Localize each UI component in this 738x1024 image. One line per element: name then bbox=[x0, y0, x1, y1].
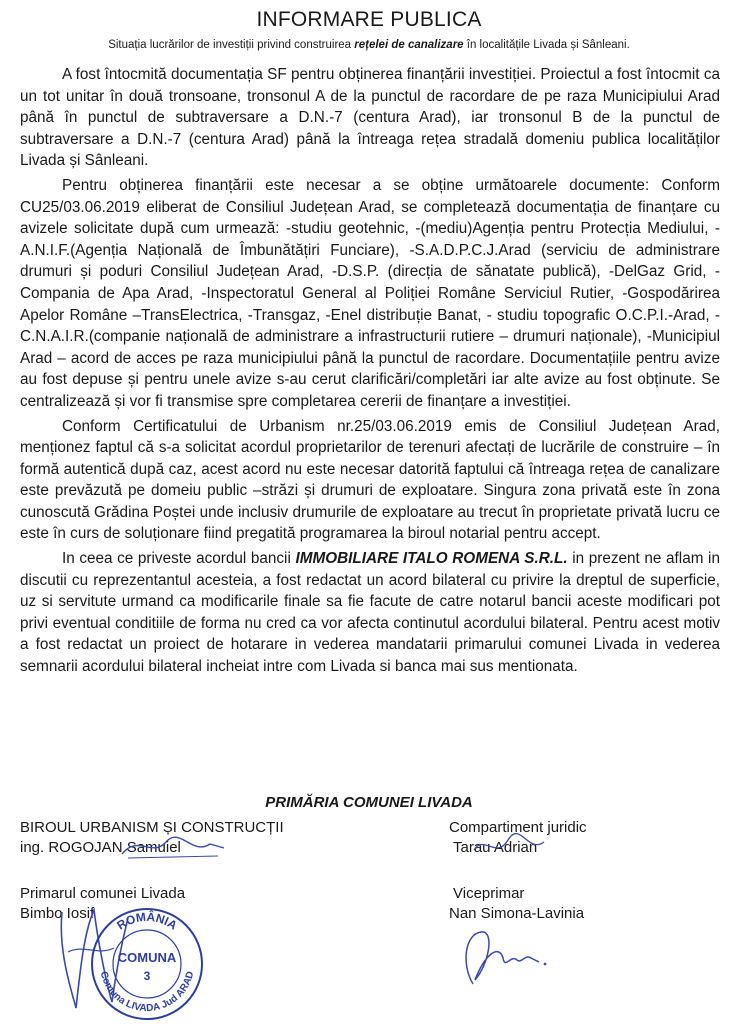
signature-organization: PRIMĂRIA COMUNEI LIVADA bbox=[265, 794, 473, 811]
stamp-bottom-text: Comuna LIVADA Jud ARAD bbox=[97, 970, 197, 1015]
mayor-name: Bimbo Iosif bbox=[20, 905, 95, 922]
vice-name: Nan Simona-Lavinia bbox=[449, 905, 585, 922]
paragraph-1: A fost întocmită documentația SF pentru obținerea finanțării investiției. Proiectul a fost întocmit ca un tot unitar în două tronsoane, tronsonul A de la punctul de racordare de pe raza Municipiului Arad până în punctul de subtraversare a D.N.-7 (centura Arad), iar tronsonul B de la punctul de subtraversare a D.N.-7 (centura Arad) până la întreaga rețea stradală domeniu publica localităților Livada și Sânleani. bbox=[20, 66, 720, 170]
stamp-top-text: ROMÂNIA bbox=[114, 909, 180, 933]
urbanism-signature-scrawl bbox=[118, 830, 228, 864]
subtitle-text-before: Situația lucrărilor de investiții privind construirea bbox=[108, 39, 355, 51]
paragraph-4 bbox=[20, 548, 720, 678]
document-body bbox=[20, 64, 720, 678]
urbanism-title: BIROUL URBANISM ȘI CONSTRUCȚII bbox=[20, 819, 284, 836]
vice-signature-scrawl bbox=[455, 924, 555, 994]
stamp-center-text: COMUNA bbox=[117, 950, 177, 965]
stamp-number: 3 bbox=[143, 969, 151, 983]
paragraph-2: Pentru obținerea finanțării este necesar a se obține următoarele documente: Conform CU25/03.06.2019 eliberat de Consiliul Județean Arad, se completează documentația de finanțare cu avizele solicitate după cum urmează: -studiu geotehnic, -(mediu)Agenția pentru Protecția Mediului, -A.N.I.F.(Agenția Națională de Îmbunătățiri Funciare), -S.A.D.P.C.J.Arad (serviciu de administrare drumuri și poduri Consiliul Județean Arad, -D.S.P. (direcția de sănatate publică), -DelGaz Grid, - Compania de Apa Arad, -Inspectoratul General al Poliției Române Serviciul Rutier, -Gospodărirea Apelor Române –TransElectrica, -Transgaz, -Enel distribuție Banat, - studiu topografic O.C.P.I.-Arad, -C.N.A.I.R.(companie națională de administrare a infrastructurii rutiere – drumuri naționale), -Municipiul Arad – acord de acces pe raza municipiului până la punctul de racordare. Documentațiile pentru avize au fost depuse și pentru unele avize s-au cerut clarificări/completări iar alte avize au fost obținute. Se centralizează și vor fi transmise spre completarea cererii de finanțare a investiției. bbox=[20, 176, 720, 410]
juridic-name: Tarau Adrian bbox=[453, 839, 538, 856]
vice-signature-block bbox=[449, 884, 584, 924]
subtitle-text-after: în localitățile Livada și Sânleani. bbox=[463, 39, 630, 51]
urbanism-name: ing. ROGOJAN Samuiel bbox=[20, 839, 181, 856]
subtitle-emphasis: rețelei de canalizare bbox=[354, 39, 464, 51]
juridic-title: Compartiment juridic bbox=[449, 819, 587, 836]
document-subtitle bbox=[0, 39, 738, 51]
paragraph-4-after: in prezent ne aflam in discutii cu reprezentantul acesteia, a fost redactat un acord bilateral cu privire la dreptul de superficie, uz si servitute urmand ca modificarile finale sa fie facute de catre notarul bancii aceste modificari pot privi eventual conditiile de forma nu cred ca vor afecta continutul acordului bilateral. Pentru acest motiv a fost redactat un proiect de hotarare in vederea mandatarii primarului comunei Livada in vederea semnarii acordului bilateral incheiat intre com Livada si banca mai sus mentionata. bbox=[20, 550, 720, 676]
official-stamp bbox=[86, 904, 208, 1022]
paragraph-3: Conform Certificatului de Urbanism nr.25/03.06.2019 emis de Consiliul Județean Arad, menționez faptul că s-a solicitat acordul proprietarilor de terenuri afectați de lucrările de construire – în formă autentică după caz, acest acord nu este necesar datorită faptului că întreaga rețea de canalizare este prevăzută pe domeiu public –străzi și drumuri de exploatare. Singura zona privată este în zona cunoscută Grădina Poștei unde inclusiv drumurile de exploatare au trecut în proprietate privată lucru ce este în curs de soluționare fiind pregatită programarea la biroul notarial pentru accept. bbox=[20, 417, 720, 543]
vice-title: Viceprimar bbox=[453, 885, 525, 902]
company-name: IMMOBILIARE ITALO ROMENA S.R.L. bbox=[295, 550, 568, 568]
mayor-title: Primarul comunei Livada bbox=[20, 885, 186, 902]
juridic-signature-scrawl bbox=[470, 830, 550, 864]
paragraph-4-before: In ceea ce priveste acordul bancii bbox=[62, 550, 296, 568]
document-title: INFORMARE PUBLICA bbox=[256, 8, 482, 31]
